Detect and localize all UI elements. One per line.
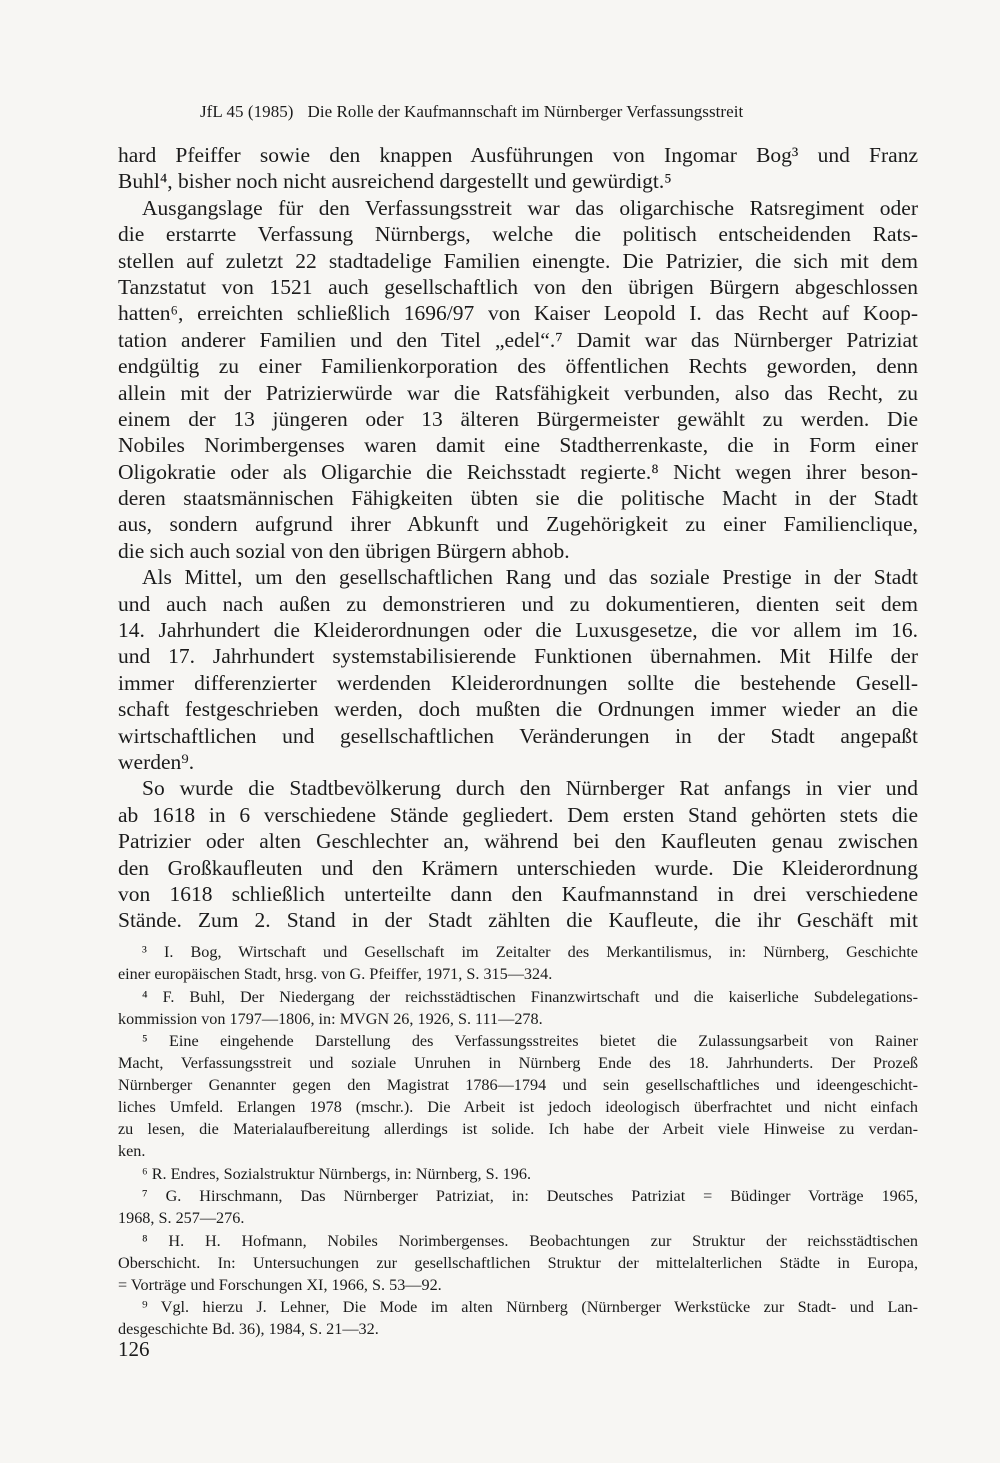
body-line: werden⁹. [118, 749, 195, 774]
footnote-line: liches Umfeld. Erlangen 1978 (mschr.). Die Arbeit ist jedoch ideologisch überfrachtet und nicht einfach [118, 1098, 918, 1116]
footnote-line: einer europäischen Stadt, hrsg. von G. Pfeiffer, 1971, S. 315—324. [118, 965, 553, 983]
footnote-line: kommission von 1797—1806, in: MVGN 26, 1926, S. 111—278. [118, 1009, 543, 1028]
page-number: 126 [118, 1337, 150, 1361]
article-title: Die Rolle der Kaufmannschaft im Nürnberger Verfassungsstreit [307, 102, 744, 121]
body-line: die erstarrte Verfassung Nürnbergs, welche die politisch entscheidenden Rats- [118, 222, 918, 247]
footnote-line: zu lesen, die Materialaufbereitung allerdings ist solide. Ich habe der Arbeit viele Hinweise zu verdan- [118, 1120, 918, 1138]
footnote-line: 1968, S. 257—276. [118, 1209, 245, 1227]
body-line: So wurde die Stadtbevölkerung durch den Nürnberger Rat anfangs in vier und [142, 776, 918, 801]
footnote [118, 986, 918, 1030]
body-line: Stände. Zum 2. Stand in der Stadt zählten die Kaufleute, die ihr Geschäft mit [118, 908, 918, 933]
body-line: den Großkaufleuten und den Krämern unterschieden wurde. Die Kleiderordnung [118, 855, 918, 880]
body-line: einem der 13 jüngeren oder 13 älteren Bürgermeister gewählt zu werden. Die [118, 406, 918, 431]
body-line: hatten⁶, erreichten schließlich 1696/97 von Kaiser Leopold I. das Recht auf Koop- [118, 301, 918, 326]
body-line: die sich auch sozial von den übrigen Bürgern abhob. [118, 538, 570, 563]
body-line: Oligokratie oder als Oligarchie die Reichsstadt regierte.⁸ Nicht wegen ihrer beson- [118, 459, 918, 484]
body-line: tation anderer Familien und den Titel „edel“.⁷ Damit war das Nürnberger Patriziat [118, 327, 918, 352]
footnote-line: ⁹ Vgl. hierzu J. Lehner, Die Mode im alten Nürnberg (Nürnberger Werkstücke zur Stadt- und Lan- [142, 1298, 918, 1316]
footnote [118, 1030, 918, 1162]
body-line: hard Pfeiffer sowie den knappen Ausführungen von Ingomar Bog³ und Franz [118, 143, 918, 167]
body-line: und auch nach außen zu demonstrieren und zu dokumentieren, dienten seit dem [118, 591, 918, 616]
footnote-line: ⁴ F. Buhl, Der Niedergang der reichsstädtischen Finanzwirtschaft und die kaiserliche Subdelegations- [142, 987, 918, 1006]
body-line: Buhl⁴, bisher noch nicht ausreichend dargestellt und gewürdigt.⁵ [118, 169, 672, 194]
footnote-line: ⁸ H. H. Hofmann, Nobiles Norimbergenses. Beobachtungen zur Struktur der reichsstädtischen [142, 1231, 918, 1250]
footnote-line: ³ I. Bog, Wirtschaft und Gesellschaft im Zeitalter des Merkantilismus, in: Nürnberg, Geschichte [142, 943, 918, 961]
body-line: aus, sondern aufgrund ihrer Abkunft und Zugehörigkeit zu einer Familienclique, [118, 512, 918, 537]
footnote [118, 1230, 918, 1296]
body-line: ab 1618 in 6 verschiedene Stände gegliedert. Dem ersten Stand gehörten stets die [118, 802, 918, 827]
body-line: Patrizier oder alten Geschlechter an, während bei den Kaufleuten genau zwischen [118, 829, 918, 854]
body-line: Nobiles Norimbergenses waren damit eine Stadtherrenkaste, die in Form einer [118, 433, 918, 458]
footnote-line: ⁶ R. Endres, Sozialstruktur Nürnbergs, in: Nürnberg, S. 196. [142, 1164, 532, 1183]
footnote-line: ⁵ Eine eingehende Darstellung des Verfassungsstreites bietet die Zulassungsarbeit von Rainer [142, 1032, 918, 1050]
running-head [200, 101, 743, 123]
body-line: deren staatsmännischen Fähigkeiten übten sie die politische Macht in der Stadt [118, 486, 918, 511]
body-line: allein mit der Patrizierwürde war die Ratsfähigkeit verbunden, also das Recht, zu [118, 380, 918, 405]
footnote-line: ken. [118, 1142, 146, 1160]
footnote-line: ⁷ G. Hirschmann, Das Nürnberger Patriziat, in: Deutsches Patriziat = Büdinger Vorträge 1965, [142, 1187, 918, 1205]
footnote [118, 941, 918, 985]
footnote-line: Oberschicht. In: Untersuchungen zur gesellschaftlichen Struktur der mittelalterlichen Städte in Europa, [118, 1253, 918, 1272]
body-line: Als Mittel, um den gesellschaftlichen Rang und das soziale Prestige in der Stadt [142, 565, 918, 590]
footnote-line: desgeschichte Bd. 36), 1984, S. 21—32. [118, 1320, 379, 1338]
body-text [118, 142, 918, 934]
footnote-line: = Vorträge und Forschungen XI, 1966, S. 53—92. [118, 1275, 442, 1294]
journal-reference: JfL 45 (1985) [200, 102, 294, 121]
footnotes [118, 941, 918, 1341]
body-line: von 1618 schließlich unterteilte dann den Kaufmannstand in drei verschiedene [118, 881, 918, 906]
body-line: wirtschaftlichen und gesellschaftlichen Veränderungen in der Stadt angepaßt [118, 723, 918, 748]
footnote [118, 1296, 918, 1340]
body-line: schaft festgeschrieben werden, doch mußten die Ordnungen immer wieder an die [118, 697, 918, 722]
footnote-line: Nürnberger Genannter gegen den Magistrat 1786—1794 und sein gesellschaftliches und ideengeschicht- [118, 1076, 918, 1094]
footnote [118, 1163, 918, 1185]
body-line: stellen auf zuletzt 22 stadtadelige Familien einengte. Die Patrizier, die sich mit dem [118, 248, 918, 273]
footnote-line: Macht, Verfassungsstreit und soziale Unruhen in Nürnberg Ende des 18. Jahrhunderts. Der Prozeß [118, 1054, 918, 1072]
body-line: und 17. Jahrhundert systemstabilisierende Funktionen übernahmen. Mit Hilfe der [118, 644, 918, 669]
body-line: Ausgangslage für den Verfassungsstreit war das oligarchische Ratsregiment oder [142, 195, 918, 220]
footnote [118, 1185, 918, 1229]
body-line: Tanzstatut von 1521 auch gesellschaftlich von den übrigen Bürgern abgeschlossen [118, 274, 918, 299]
body-line: 14. Jahrhundert die Kleiderordnungen oder die Luxusgesetze, die vor allem im 16. [118, 618, 918, 643]
body-line: endgültig zu einer Familienkorporation des öffentlichen Rechts geworden, denn [118, 354, 918, 379]
body-line: immer differenzierter werdenden Kleiderordnungen sollte die bestehende Gesell- [118, 670, 918, 695]
